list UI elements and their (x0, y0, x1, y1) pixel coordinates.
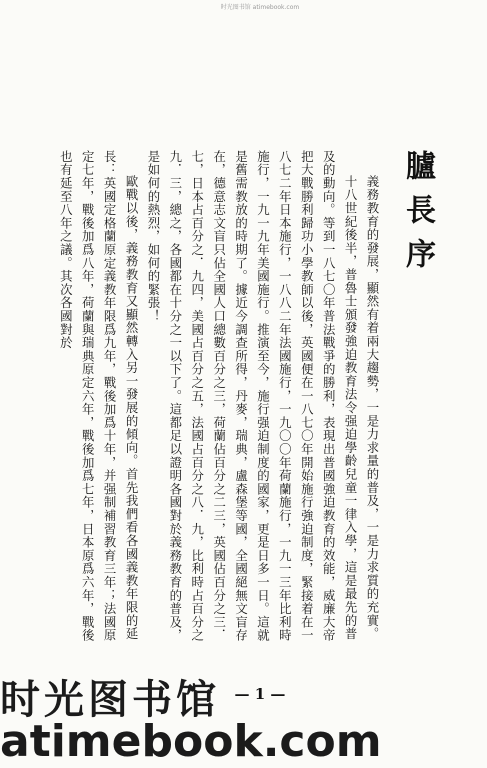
watermark-chinese: 时光图书馆 (0, 677, 220, 723)
paragraph-2: 十八世紀後半，普魯士頒發強迫教育法令强迫學齡兒童一律入學，這是最先的普及的動向。等到一八七〇年普法戰爭的勝利，表現出普國強迫教育的效能，威廉大帝把大戰勝利歸功小學教師以後，英國便在一八七〇年開始施行強迫制度，緊接着在一八七二年日本施行，一八八二年法國施行，一九〇〇年荷蘭施行，一九一三年比利時施行，一九一九年美國施行。推演至今，施行强迫制度的國家，更是日多一日。這就是舊需教放的時期了。據近今調查所得，丹麥，瑞典，盧森堡等國，全國絕無文盲存在，德意志文盲只佔全國人口總數百分之三，荷蘭佔百分之二三，英國佔百分之三．七，日本占百分之．九四，美國占百分之五，法國占百分之八．九，比利時占百分之九．三，總之，各國都在十分之一以下了。這都足以證明各國對於義務教育的普及，是如何的熱烈，如何的緊張！ (145, 150, 359, 643)
paragraph-3: 歐戰以後，義務教育又顯然轉入另一發展的傾向。首先我們看各國義教年限的延長：英國定格蘭原定義教年限爲九年，戰後加爲十年，并强制補習教育三年；法國原定七年，戰後加爲八年，荷蘭與瑞典原定六年，戰後加爲七年，日本原爲六年，戰後也有延至八年之議。其次各國對於 (58, 150, 140, 643)
source-note: 时光图书馆 atimebook.com (220, 4, 300, 11)
body-text (23, 150, 383, 650)
page-title: 臚長序 (400, 150, 435, 282)
page-number: — 1 — (234, 685, 286, 703)
watermark-url: atimebook.com (0, 716, 382, 767)
paragraph-1: 義務教育的發展，顯然有着兩大趨勢，一是力求量的普及，一是力求質的充實。 (365, 174, 380, 641)
